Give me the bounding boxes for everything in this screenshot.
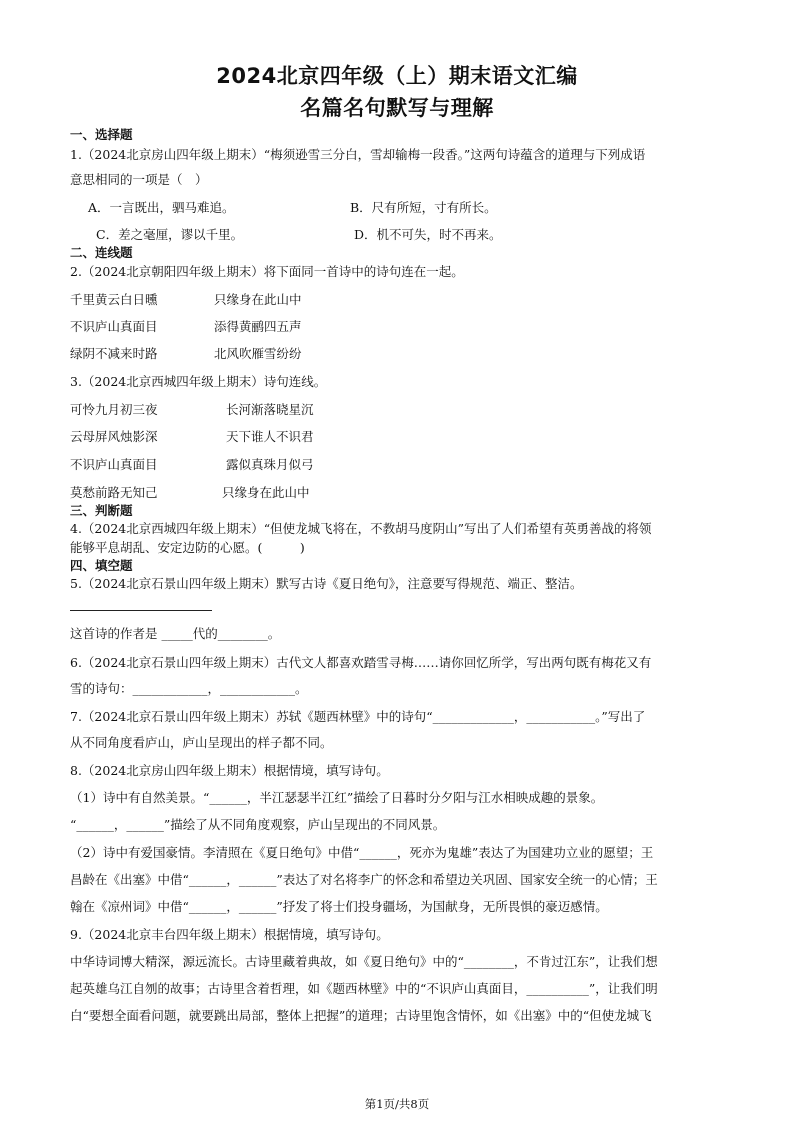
q2-stem: 2.（2024北京朝阳四年级上期末）将下面同一首诗中的诗句连在一起。 xyxy=(70,264,464,279)
q1-option-b: B．尺有所短，寸有所长。 xyxy=(350,200,497,215)
q7-stem-line1: 7.（2024北京石景山四年级上期末）苏轼《题西林壁》中的诗句“_____________，___________。”写出了 xyxy=(70,709,646,724)
q4-stem-line2: 能够平息胡乱、安定边防的心愿。( ) xyxy=(70,540,305,555)
q8-stem: 8.（2024北京房山四年级上期末）根据情境，填写诗句。 xyxy=(70,763,389,778)
q6-stem-line2: 雪的诗句：____________，____________。 xyxy=(70,681,308,696)
q8-part2-line1: （2）诗中有爱国豪情。李清照在《夏日绝句》中借“______，死亦为鬼雄”表达了为国建功立业的愿望；王 xyxy=(70,845,654,860)
q5-author-line: 这首诗的作者是 _____代的________。 xyxy=(70,626,281,641)
q1-stem-line1: 1.（2024北京房山四年级上期末）“梅须逊雪三分白，雪却输梅一段香。”这两句诗蕴含的道理与下列成语 xyxy=(70,147,646,162)
document-title: 2024北京四年级（上）期末语文汇编 xyxy=(216,64,578,88)
q3-right-item: 露似真珠月似弓 xyxy=(226,457,314,472)
q2-left-item: 绿阴不减来时路 xyxy=(70,346,158,361)
q8-part1-line2: “______，______”描绘了从不同角度观察，庐山呈现出的不同风景。 xyxy=(70,817,446,832)
q9-stem: 9.（2024北京丰台四年级上期末）根据情境，填写诗句。 xyxy=(70,927,389,942)
q1-option-d: D．机不可失，时不再来。 xyxy=(354,227,502,242)
q1-stem-line2: 意思相同的一项是（ ） xyxy=(70,172,208,187)
q3-left-item: 可怜九月初三夜 xyxy=(70,402,158,417)
q1-option-a: A．一言既出，驷马难追。 xyxy=(88,200,235,215)
q2-right-item: 添得黄鹂四五声 xyxy=(214,319,302,334)
q2-right-item: 北风吹雁雪纷纷 xyxy=(214,346,302,361)
section-heading-judgment: 三、判断题 xyxy=(70,503,133,518)
q3-right-item: 天下谁人不识君 xyxy=(226,429,314,444)
q4-stem-line1: 4.（2024北京西城四年级上期末）“但使龙城飞将在，不教胡马度阴山”写出了人们希望有英勇善战的将领 xyxy=(70,521,652,536)
q2-left-item: 千里黄云白日曛 xyxy=(70,292,158,307)
q8-part1-line1: （1）诗中有自然美景。“______，半江瑟瑟半江红”描绘了日暮时分夕阳与江水相映成趣的景象。 xyxy=(70,790,604,805)
q2-right-item: 只缘身在此山中 xyxy=(214,292,302,307)
q3-left-item: 不识庐山真面目 xyxy=(70,457,158,472)
page-number-footer: 第1页/共8页 xyxy=(364,1097,430,1111)
q2-left-item: 不识庐山真面目 xyxy=(70,319,158,334)
q1-option-c: C．差之毫厘，谬以千里。 xyxy=(96,227,244,242)
q8-part2-line3: 翰在《凉州词》中借“______，______”抒发了将士们投身疆场，为国献身，无所畏惧的豪迈感情。 xyxy=(70,899,608,914)
q5-answer-line xyxy=(70,610,212,611)
q8-part2-line2: 昌龄在《出塞》中借“______，______”表达了对名将李广的怀念和希望边关巩固、国家安全统一的心情；王 xyxy=(70,872,658,887)
q3-left-item: 云母屏风烛影深 xyxy=(70,429,158,444)
q7-stem-line2: 从不同角度看庐山，庐山呈现出的样子都不同。 xyxy=(70,735,333,750)
section-heading-choice: 一、选择题 xyxy=(70,127,133,142)
section-heading-matching: 二、连线题 xyxy=(70,245,133,260)
section-heading-fill: 四、填空题 xyxy=(70,558,133,573)
q3-left-item: 莫愁前路无知己 xyxy=(70,485,158,500)
q9-text-line2: 起英雄乌江自刎的故事；古诗里含着哲理，如《题西林壁》中的“不识庐山真面目，__________”，让我们明 xyxy=(70,981,658,996)
q6-stem-line1: 6.（2024北京石景山四年级上期末）古代文人都喜欢踏雪寻梅……请你回忆所学，写出两句既有梅花又有 xyxy=(70,655,652,670)
q9-text-line3: 白“要想全面看问题，就要跳出局部，整体上把握”的道理；古诗里饱含情怀，如《出塞》中的“但使龙城飞 xyxy=(70,1008,652,1023)
q3-right-item: 长河渐落晓星沉 xyxy=(226,402,314,417)
q5-stem: 5.（2024北京石景山四年级上期末）默写古诗《夏日绝句》，注意要写得规范、端正、整洁。 xyxy=(70,576,583,591)
q9-text-line1: 中华诗词博大精深，源远流长。古诗里藏着典故，如《夏日绝句》中的“________，不肯过江东”，让我们想 xyxy=(70,954,658,969)
q3-stem: 3.（2024北京西城四年级上期末）诗句连线。 xyxy=(70,374,327,389)
document-subtitle: 名篇名句默写与理解 xyxy=(300,96,494,120)
q3-right-item: 只缘身在此山中 xyxy=(222,485,310,500)
